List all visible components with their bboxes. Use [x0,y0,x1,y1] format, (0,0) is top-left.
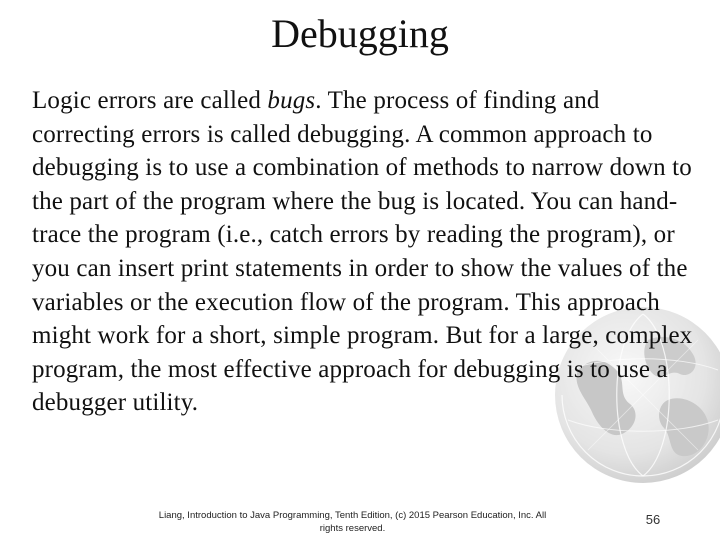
body-text-italic-term: bugs [267,87,316,114]
page-number: 56 [645,512,661,527]
slide-body-text [32,84,704,420]
slide-title: Debugging [271,11,449,56]
slide-footer [140,509,565,535]
body-text-part2: . The process of finding and correcting errors is called debugging. A common approach to debugging is to use a combination of methods to narrow down to the part of the program where the bug is located. You can hand-trace the program (i.e., catch errors by reading the program), or you can insert print statements in order to show the values of the variables or the execution flow of the program. This approach might work for a short, simple program. But for a large, complex program, the most effective approach for debugging is to use a debugger utility. [32,87,693,417]
footer-line-2: rights reserved. [319,523,386,534]
body-text-part1: Logic errors are called [32,87,268,114]
footer-line-1: Liang, Introduction to Java Programming, Tenth Edition, (c) 2015 Pearson Education, Inc. All [158,510,547,521]
